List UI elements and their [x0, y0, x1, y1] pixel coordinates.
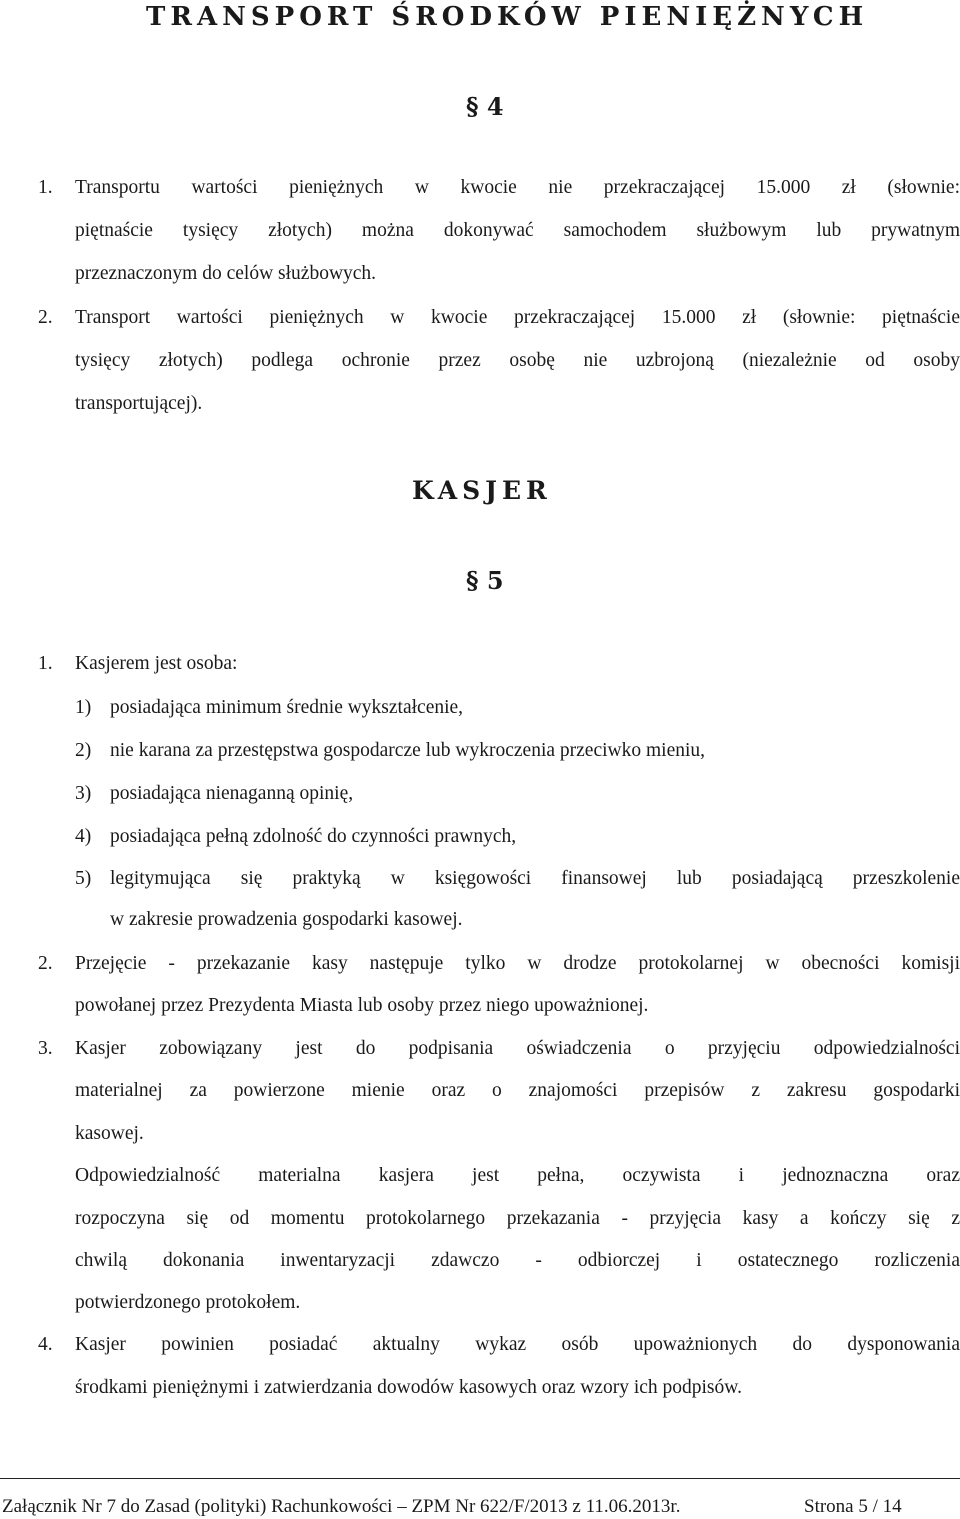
s4-item2-line3: transportującej).	[75, 393, 203, 414]
s4-item1-number: 1.	[38, 177, 53, 198]
footer-divider	[0, 1478, 960, 1479]
s5-item4-number: 4.	[38, 1334, 53, 1355]
s5-item1-intro: Kasjerem jest osoba:	[75, 653, 238, 674]
s5-item4-line1: Kasjer powinien posiadać aktualny wykaz osób upoważnionych do dysponowania	[75, 1334, 960, 1355]
s4-item2-number: 2.	[38, 307, 53, 328]
s5-sub1-text: posiadająca minimum średnie wykształcenie,	[110, 697, 464, 718]
page-footer	[0, 1478, 960, 1518]
s5-item3-line2: materialnej za powierzone mienie oraz o znajomości przepisów z zakresu gospodarki	[75, 1080, 960, 1101]
s4-item1-line2: piętnaście tysięcy złotych) można dokonywać samochodem służbowym lub prywatnym	[75, 220, 960, 241]
s5-item3-line3: kasowej.	[75, 1123, 144, 1144]
s5-sub4-number: 4)	[75, 826, 92, 847]
s5-item2-number: 2.	[38, 953, 53, 974]
s5-sub3-text: posiadająca nienaganną opinię,	[110, 783, 354, 804]
s5-item3-line4: Odpowiedzialność materialna kasjera jest pełna, oczywista i jednoznaczna oraz	[75, 1165, 960, 1186]
page-title: TRANSPORT ŚRODKÓW PIENIĘŻNYCH	[146, 2, 869, 32]
s5-item4-line2: środkami pieniężnymi i zatwierdzania dowodów kasowych oraz wzory ich podpisów.	[75, 1377, 742, 1398]
s5-sub5-continuation: w zakresie prowadzenia gospodarki kasowej.	[110, 909, 463, 930]
s5-sub4-text: posiadająca pełną zdolność do czynności prawnych,	[110, 826, 517, 847]
s5-sub5-text: legitymująca się praktyką w księgowości finansowej lub posiadającą przeszkolenie	[110, 868, 960, 889]
s5-sub5-number: 5)	[75, 868, 92, 889]
s4-item2-line2: tysięcy złotych) podlega ochronie przez osobę nie uzbrojoną (niezależnie od osoby	[75, 350, 960, 371]
section-heading-kasjer: KASJER	[412, 476, 552, 505]
s5-item2-line2: powołanej przez Prezydenta Miasta lub osoby przez niego upoważnionej.	[75, 995, 649, 1016]
s5-item2-line1: Przejęcie - przekazanie kasy następuje tylko w drodze protokolarnej w obecności komisji	[75, 953, 960, 974]
s4-item1-line3: przeznaczonym do celów służbowych.	[75, 263, 377, 284]
footer-document-reference: Załącznik Nr 7 do Zasad (polityki) Rachunkowości – ZPM Nr 622/F/2013 z 11.06.2013r.	[2, 1496, 681, 1517]
s4-item1-line1: Transportu wartości pieniężnych w kwocie nie przekraczającej 15.000 zł (słownie:	[75, 177, 960, 198]
s5-sub3-number: 3)	[75, 783, 92, 804]
footer-page-number: Strona 5 / 14	[804, 1496, 902, 1517]
s5-sub2-text: nie karana za przestępstwa gospodarcze lub wykroczenia przeciwko mieniu,	[110, 740, 706, 761]
section-marker-4: § 4	[466, 92, 504, 121]
s5-sub2-number: 2)	[75, 740, 92, 761]
s5-sub1-number: 1)	[75, 697, 92, 718]
s5-item3-line1: Kasjer zobowiązany jest do podpisania oświadczenia o przyjęciu odpowiedzialności	[75, 1038, 960, 1059]
s5-item3-line5: rozpoczyna się od momentu protokolarnego przekazania - przyjęcia kasy a kończy się z	[75, 1208, 960, 1229]
s5-item3-line6: chwilą dokonania inwentaryzacji zdawczo - odbiorczej i ostatecznego rozliczenia	[75, 1250, 960, 1271]
s5-item3-line7: potwierdzonego protokołem.	[75, 1292, 301, 1313]
s5-item3-number: 3.	[38, 1038, 53, 1059]
section-marker-5: § 5	[466, 566, 504, 595]
s4-item2-line1: Transport wartości pieniężnych w kwocie przekraczającej 15.000 zł (słownie: piętnaście	[75, 307, 960, 328]
s5-item1-number: 1.	[38, 653, 53, 674]
